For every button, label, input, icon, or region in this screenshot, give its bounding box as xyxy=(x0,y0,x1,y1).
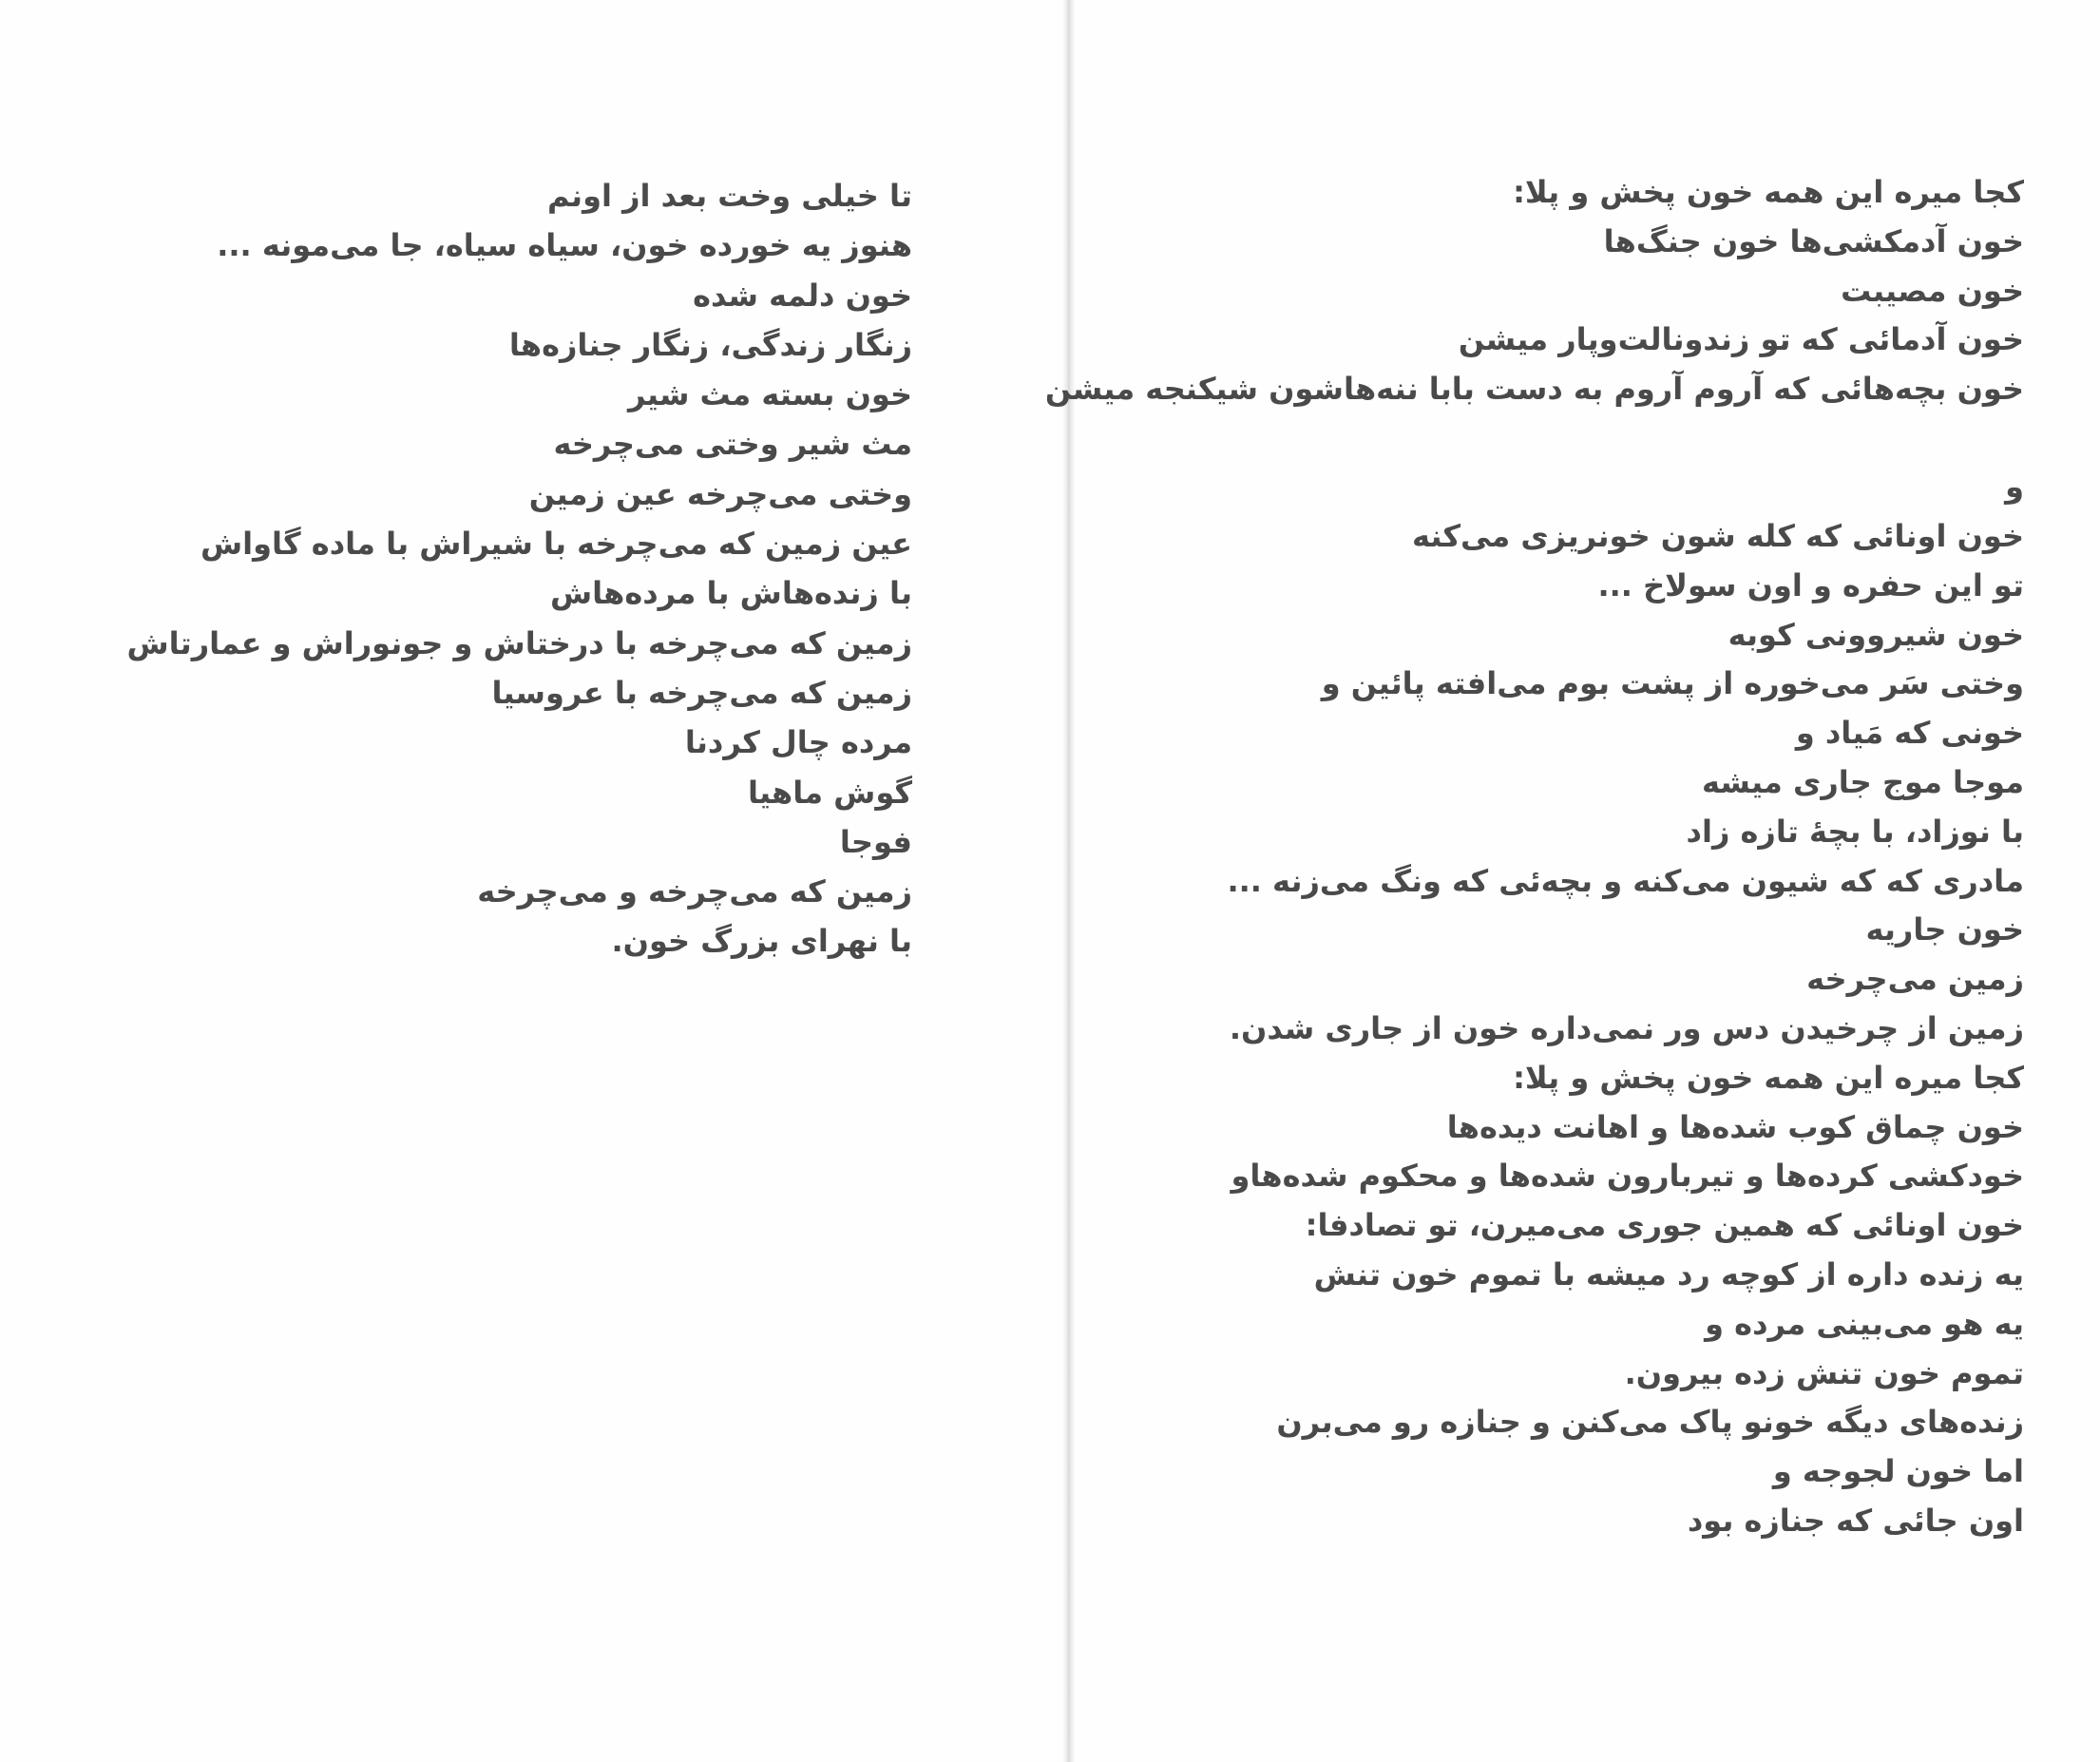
poem-line: خون جاریه xyxy=(1865,911,2024,948)
poem-line: زنگار زندگی، زنگار جنازه‌ها xyxy=(508,326,912,363)
poem-line: وختی می‌چرخه عین زمین xyxy=(528,475,912,512)
right-page-poem xyxy=(1044,174,2024,1555)
poem-line: کجا میره این همه خون پخش و پلا: xyxy=(1513,174,2024,210)
poem-line: مرده چال کردنا xyxy=(684,724,912,761)
poem-line: مث شیر وختی می‌چرخه xyxy=(553,426,912,463)
poem-line: زمین می‌چرخه xyxy=(1806,961,2024,998)
poem-line: و xyxy=(2005,469,2024,506)
poem-line: موجا موج جاری میشه xyxy=(1702,763,2024,800)
poem-line: خون بچه‌هائی که آروم آروم به دست بابا ننه‌هاشون شیکنجه میشن xyxy=(1044,371,2024,408)
poem-line: با نوزاد، با بچۀ تازه زاد xyxy=(1686,813,2024,850)
poem-line: اون جائی که جنازه بود xyxy=(1687,1502,2024,1539)
poem-line: با زنده‌هاش با مرده‌هاش xyxy=(549,575,912,612)
poem-line: اما خون لجوجه و xyxy=(1772,1453,2024,1490)
poem-line: هنوز یه خورده خون، سیاه سیاه، جا می‌مونه ... xyxy=(217,227,912,264)
poem-line: خون آدمکشی‌ها خون جنگ‌ها xyxy=(1603,222,2024,259)
poem-line: گوش ماهیا xyxy=(747,774,912,811)
poem-line: خون بسته مث شیر xyxy=(627,376,912,413)
poem-line: یه زنده داره از کوچه رد میشه با تموم خون تنش xyxy=(1313,1255,2024,1293)
poem-line: خون اونائی که همین جوری می‌میرن، تو تصادفا: xyxy=(1305,1207,2024,1244)
poem-line: وختی سَر می‌خوره از پشت بوم می‌افته پائین و xyxy=(1321,665,2024,702)
poem-line: یه هو می‌بینی مرده و xyxy=(1705,1305,2024,1342)
poem-line: خون اونائی که کله شون خونریزی می‌کنه xyxy=(1411,517,2024,554)
poem-line: با نهرای بزرگ خون. xyxy=(611,923,912,960)
poem-line: خودکشی کرده‌ها و تیربارون شده‌ها و محکوم شده‌هاو xyxy=(1231,1158,2024,1195)
poem-line: تو این حفره و اون سولاخ ... xyxy=(1597,566,2024,603)
poem-line: زمین که می‌چرخه با درختاش و جونوراش و عمارتاش xyxy=(126,624,912,661)
poem-line: خون آدمائی که تو زندونالت‌وپار میشن xyxy=(1458,321,2024,358)
right-page xyxy=(1044,0,2100,1762)
poem-line: زمین که می‌چرخه و می‌چرخه xyxy=(477,873,912,910)
poem-line: عین زمین که می‌چرخه با شیراش با ماده گاواش xyxy=(200,526,912,563)
poem-line: خون چماق کوب شده‌ها و اهانت دیده‌ها xyxy=(1446,1108,2024,1145)
poem-line: خون شیروونی کوبه xyxy=(1728,616,2024,653)
poem-line: خون دلمه شده xyxy=(693,277,912,314)
poem-line: کجا میره این همه خون پخش و پلا: xyxy=(1513,1059,2024,1096)
poem-line: تموم خون تنش زده بیرون. xyxy=(1624,1354,2024,1391)
left-page-poem xyxy=(126,178,913,976)
poem-line: زمین که می‌چرخه با عروسیا xyxy=(491,674,912,711)
poem-line: زمین از چرخیدن دس ور نمی‌داره خون از جاری شدن. xyxy=(1229,1009,2024,1046)
poem-line: خون مصیبت xyxy=(1841,272,2024,309)
poem-line: تا خیلی وخت بعد از اونم xyxy=(546,178,912,214)
poem-line: خونی که مَیاد و xyxy=(1795,715,2024,752)
poem-line: فوجا xyxy=(839,823,912,860)
poem-line: زنده‌های دیگه خونو پاک می‌کنن و جنازه رو می‌برن xyxy=(1276,1404,2024,1441)
poem-line: مادری که که شیون می‌کنه و بچه‌ئی که ونگ می‌زنه ... xyxy=(1227,862,2024,899)
